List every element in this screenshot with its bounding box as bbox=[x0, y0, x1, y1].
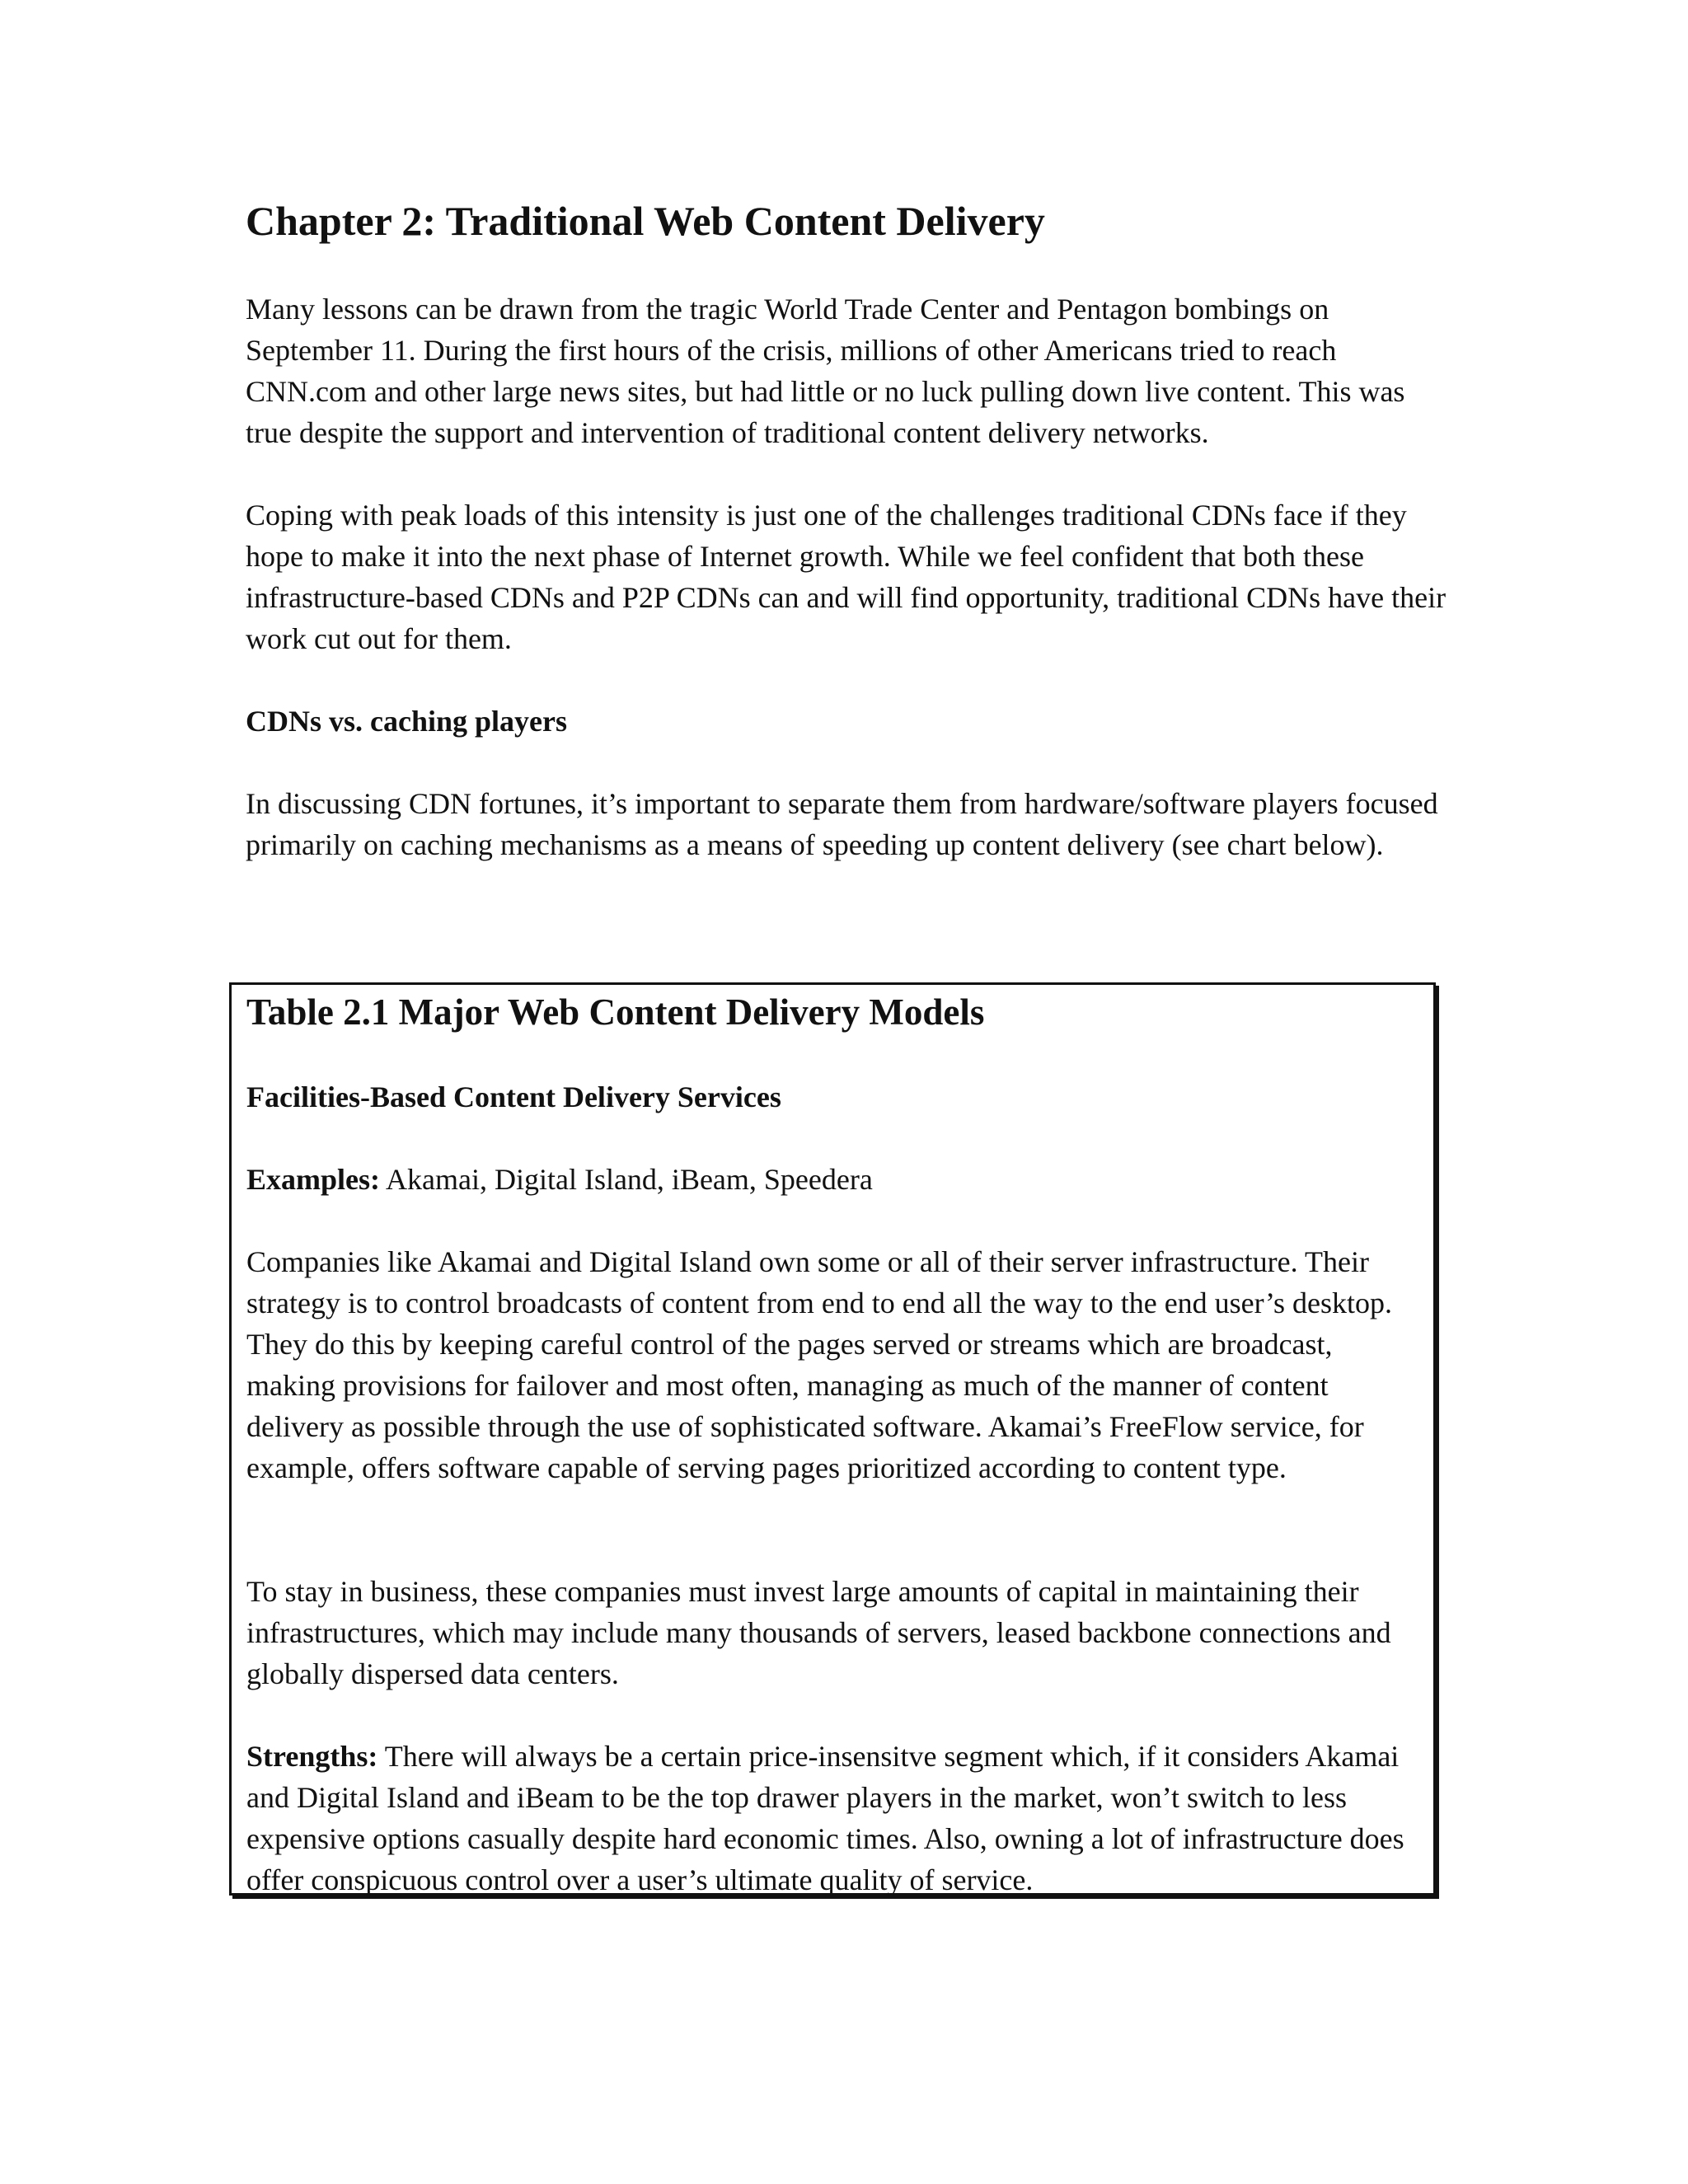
table-paragraph-companies: Companies like Akamai and Digital Island own some or all of their server infrastructure. Their strategy is to control broadcasts of content from end to end all the way to the end user’s desktop. They do this by keeping careful control of the pages served or streams which are broadcast, making provisions for failover and most often, managing as much of the manner of content delivery as possible through the use of sophisticated software. Akamai’s FreeFlow service, for example, offers software capable of serving pages prioritized according to content type. bbox=[246, 1245, 1392, 1484]
section-heading: CDNs vs. caching players bbox=[246, 705, 568, 738]
intro-paragraph: Many lessons can be drawn from the tragic World Trade Center and Pentagon bombings on September 11. During the first hours of the crisis, millions of other Americans tried to reach CNN.com and other large news sites, but had little or no luck pulling down live content. This was true despite the support and intervention of traditional content delivery networks. bbox=[246, 293, 1405, 449]
table-title: Table 2.1 Major Web Content Delivery Models bbox=[246, 991, 985, 1033]
chapter-title: Chapter 2: Traditional Web Content Delivery bbox=[246, 198, 1045, 244]
examples-text: Akamai, Digital Island, iBeam, Speedera bbox=[380, 1163, 873, 1196]
strengths-label: Strengths: bbox=[246, 1740, 378, 1773]
section-paragraph: In discussing CDN fortunes, it’s important to separate them from hardware/software players focused primarily on caching mechanisms as a means of speeding up content delivery (see chart below). bbox=[246, 787, 1438, 861]
examples-line bbox=[246, 1159, 1425, 1200]
table-subheading: Facilities-Based Content Delivery Services bbox=[246, 1080, 781, 1113]
cdn-challenges-paragraph: Coping with peak loads of this intensity is just one of the challenges traditional CDNs face if they hope to make it into the next phase of Internet growth. While we feel confident that both these infrastructure-based CDNs and P2P CDNs can and will find opportunity, traditional CDNs have their work cut out for them. bbox=[246, 499, 1447, 655]
delivery-models-table bbox=[229, 982, 1436, 1896]
examples-label: Examples: bbox=[246, 1163, 380, 1196]
strengths-paragraph bbox=[246, 1736, 1425, 1900]
table-paragraph-investment: To stay in business, these companies must invest large amounts of capital in maintaining their infrastructures, which may include many thousands of servers, leased backbone connections and globally dispersed data centers. bbox=[246, 1575, 1391, 1690]
strengths-text: There will always be a certain price-insensitve segment which, if it considers Akamai and Digital Island and iBeam to be the top drawer players in the market, won’t switch to less expensive options casually despite hard economic times. Also, owning a lot of infrastructure does offer conspicuous control over a user’s ultimate quality of service. bbox=[246, 1740, 1404, 1896]
